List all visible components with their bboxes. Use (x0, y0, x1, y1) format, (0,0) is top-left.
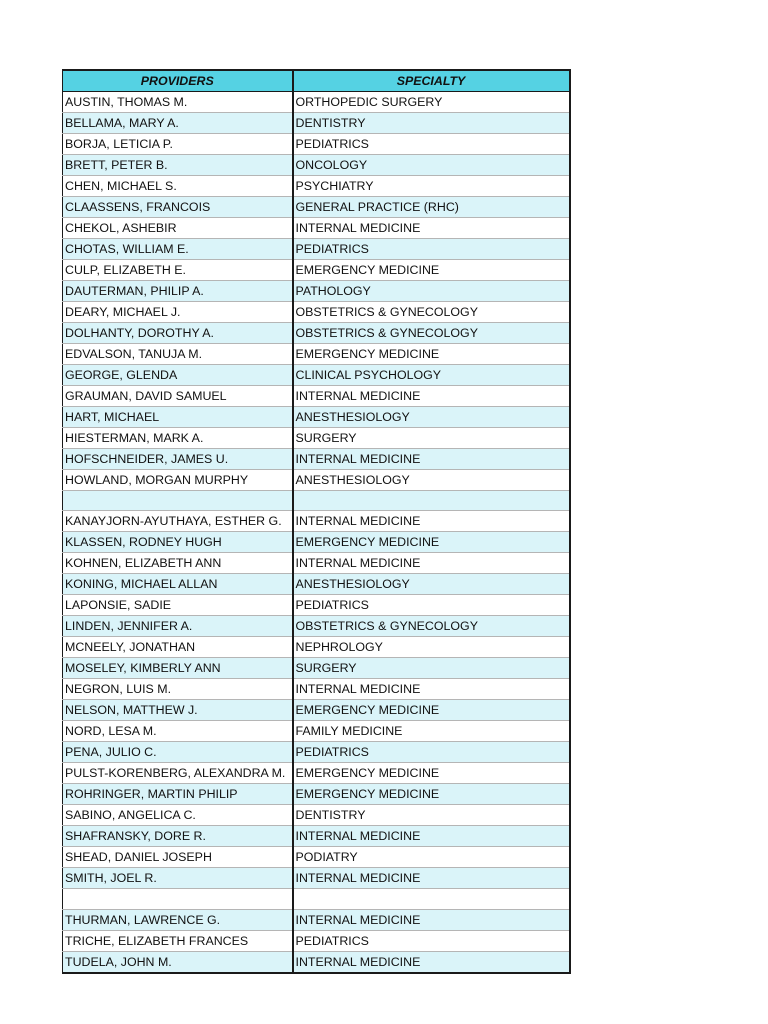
specialty-cell: FAMILY MEDICINE (293, 721, 570, 742)
table-row (63, 616, 570, 637)
provider-name-cell: HIESTERMAN, MARK A. (63, 428, 293, 449)
specialty-cell: PEDIATRICS (293, 134, 570, 155)
table-row (63, 805, 570, 826)
table-row (63, 302, 570, 323)
provider-name-cell: PULST-KORENBERG, ALEXANDRA M. (63, 763, 293, 784)
provider-name-cell: SABINO, ANGELICA C. (63, 805, 293, 826)
provider-name-cell: CHOTAS, WILLIAM E. (63, 239, 293, 260)
provider-name-cell (63, 889, 293, 909)
specialty-cell: EMERGENCY MEDICINE (293, 260, 570, 281)
table-row (63, 449, 570, 470)
table-row (63, 595, 570, 616)
provider-name-cell: GEORGE, GLENDA (63, 365, 293, 386)
provider-name-cell: TUDELA, JOHN M. (63, 951, 293, 973)
provider-name-cell: NORD, LESA M. (63, 721, 293, 742)
provider-name-cell: MCNEELY, JONATHAN (63, 637, 293, 658)
specialty-cell: GENERAL PRACTICE (RHC) (293, 197, 570, 218)
provider-name-cell: BELLAMA, MARY A. (63, 113, 293, 134)
provider-name-cell: CHEKOL, ASHEBIR (63, 218, 293, 239)
table-row (63, 365, 570, 386)
specialty-cell: NEPHROLOGY (293, 637, 570, 658)
providers-column-header: PROVIDERS (63, 70, 293, 92)
provider-name-cell: PENA, JULIO C. (63, 742, 293, 763)
provider-name-cell: MOSELEY, KIMBERLY ANN (63, 658, 293, 679)
table-row (63, 553, 570, 574)
table-row (63, 281, 570, 302)
table-row (63, 930, 570, 951)
specialty-cell: EMERGENCY MEDICINE (293, 344, 570, 365)
table-row (63, 951, 570, 973)
table-row (63, 260, 570, 281)
table-row (63, 155, 570, 176)
provider-name-cell: KONING, MICHAEL ALLAN (63, 574, 293, 595)
table-row (63, 386, 570, 407)
specialty-cell: CLINICAL PSYCHOLOGY (293, 365, 570, 386)
table-row (63, 428, 570, 449)
table-row (63, 197, 570, 218)
specialty-cell: ANESTHESIOLOGY (293, 407, 570, 428)
specialty-cell: INTERNAL MEDICINE (293, 679, 570, 700)
provider-name-cell: DAUTERMAN, PHILIP A. (63, 281, 293, 302)
specialty-cell: PEDIATRICS (293, 930, 570, 951)
table-row (63, 868, 570, 889)
table-row (63, 909, 570, 930)
table-row (63, 92, 570, 113)
specialty-cell: PEDIATRICS (293, 742, 570, 763)
table-row (63, 889, 570, 909)
table-row (63, 218, 570, 239)
table-row (63, 742, 570, 763)
specialty-cell: ORTHOPEDIC SURGERY (293, 92, 570, 113)
specialty-cell (293, 491, 570, 511)
provider-name-cell: HART, MICHAEL (63, 407, 293, 428)
specialty-column-header: SPECIALTY (293, 70, 570, 92)
provider-name-cell: CHEN, MICHAEL S. (63, 176, 293, 197)
provider-name-cell: TRICHE, ELIZABETH FRANCES (63, 930, 293, 951)
provider-name-cell: HOFSCHNEIDER, JAMES U. (63, 449, 293, 470)
table-row (63, 658, 570, 679)
provider-name-cell: HOWLAND, MORGAN MURPHY (63, 470, 293, 491)
table-row (63, 847, 570, 868)
provider-name-cell: CLAASSENS, FRANCOIS (63, 197, 293, 218)
provider-name-cell: EDVALSON, TANUJA M. (63, 344, 293, 365)
table-row (63, 532, 570, 553)
specialty-cell: ONCOLOGY (293, 155, 570, 176)
table-row (63, 176, 570, 197)
provider-name-cell: SMITH, JOEL R. (63, 868, 293, 889)
providers-table (62, 69, 571, 974)
specialty-cell: EMERGENCY MEDICINE (293, 763, 570, 784)
specialty-cell: EMERGENCY MEDICINE (293, 532, 570, 553)
table-row (63, 470, 570, 491)
table-row (63, 679, 570, 700)
table-row (63, 134, 570, 155)
specialty-cell: OBSTETRICS & GYNECOLOGY (293, 616, 570, 637)
specialty-cell: ANESTHESIOLOGY (293, 470, 570, 491)
specialty-cell: EMERGENCY MEDICINE (293, 784, 570, 805)
provider-name-cell: LAPONSIE, SADIE (63, 595, 293, 616)
specialty-cell: INTERNAL MEDICINE (293, 511, 570, 532)
specialty-cell: PEDIATRICS (293, 239, 570, 260)
specialty-cell: PODIATRY (293, 847, 570, 868)
table-row (63, 763, 570, 784)
specialty-cell: INTERNAL MEDICINE (293, 553, 570, 574)
table-row (63, 491, 570, 511)
specialty-cell: EMERGENCY MEDICINE (293, 700, 570, 721)
specialty-cell: DENTISTRY (293, 113, 570, 134)
provider-name-cell: KANAYJORN-AYUTHAYA, ESTHER G. (63, 511, 293, 532)
provider-name-cell: AUSTIN, THOMAS M. (63, 92, 293, 113)
provider-name-cell: BORJA, LETICIA P. (63, 134, 293, 155)
provider-name-cell: SHAFRANSKY, DORE R. (63, 826, 293, 847)
specialty-cell: ANESTHESIOLOGY (293, 574, 570, 595)
specialty-cell (293, 889, 570, 909)
specialty-cell: SURGERY (293, 658, 570, 679)
provider-name-cell: DOLHANTY, DOROTHY A. (63, 323, 293, 344)
specialty-cell: PEDIATRICS (293, 595, 570, 616)
specialty-cell: PSYCHIATRY (293, 176, 570, 197)
table-row (63, 721, 570, 742)
specialty-cell: INTERNAL MEDICINE (293, 826, 570, 847)
table-row (63, 239, 570, 260)
header-row (63, 70, 570, 92)
table-body (63, 92, 570, 973)
table-row (63, 637, 570, 658)
provider-name-cell: GRAUMAN, DAVID SAMUEL (63, 386, 293, 407)
provider-name-cell: DEARY, MICHAEL J. (63, 302, 293, 323)
specialty-cell: DENTISTRY (293, 805, 570, 826)
provider-name-cell: KLASSEN, RODNEY HUGH (63, 532, 293, 553)
specialty-cell: OBSTETRICS & GYNECOLOGY (293, 323, 570, 344)
specialty-cell: OBSTETRICS & GYNECOLOGY (293, 302, 570, 323)
provider-name-cell: KOHNEN, ELIZABETH ANN (63, 553, 293, 574)
table-row (63, 407, 570, 428)
table-row (63, 344, 570, 365)
table-row (63, 113, 570, 134)
table-row (63, 511, 570, 532)
specialty-cell: INTERNAL MEDICINE (293, 909, 570, 930)
table-row (63, 826, 570, 847)
specialty-cell: INTERNAL MEDICINE (293, 951, 570, 973)
table-row (63, 574, 570, 595)
provider-name-cell: LINDEN, JENNIFER A. (63, 616, 293, 637)
provider-name-cell (63, 491, 293, 511)
specialty-cell: INTERNAL MEDICINE (293, 218, 570, 239)
provider-name-cell: BRETT, PETER B. (63, 155, 293, 176)
table-row (63, 784, 570, 805)
table-row (63, 323, 570, 344)
provider-name-cell: NEGRON, LUIS M. (63, 679, 293, 700)
specialty-cell: INTERNAL MEDICINE (293, 868, 570, 889)
table-row (63, 700, 570, 721)
provider-name-cell: THURMAN, LAWRENCE G. (63, 909, 293, 930)
provider-name-cell: ROHRINGER, MARTIN PHILIP (63, 784, 293, 805)
specialty-cell: PATHOLOGY (293, 281, 570, 302)
specialty-cell: SURGERY (293, 428, 570, 449)
provider-name-cell: CULP, ELIZABETH E. (63, 260, 293, 281)
specialty-cell: INTERNAL MEDICINE (293, 386, 570, 407)
specialty-cell: INTERNAL MEDICINE (293, 449, 570, 470)
provider-name-cell: NELSON, MATTHEW J. (63, 700, 293, 721)
provider-name-cell: SHEAD, DANIEL JOSEPH (63, 847, 293, 868)
